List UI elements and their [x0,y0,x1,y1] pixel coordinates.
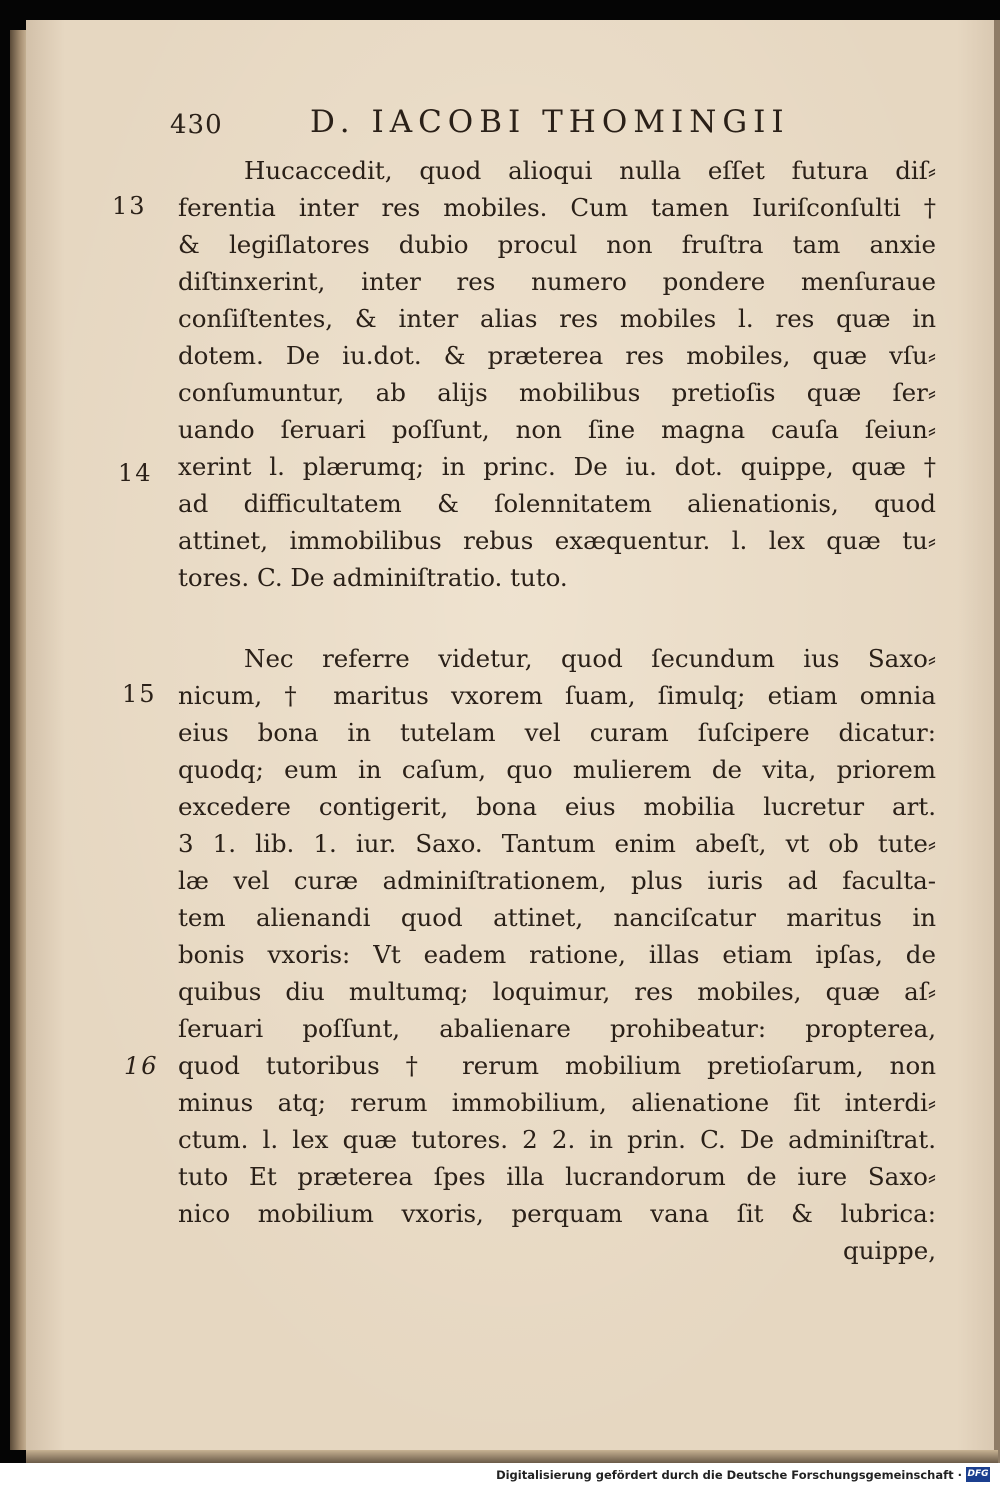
margin-number-16: 16 [124,1052,159,1080]
text-line: bonis vxoris: Vt eadem ratione, illas etiam ipſas, de [178,940,936,969]
margin-number-13: 13 [112,192,147,220]
text-line: quibus diu multumq; loquimur, res mobiles, quæ aſ⸗ [178,977,936,1006]
text-line: ad difficultatem & ſolennitatem alienationis, quod [178,489,936,518]
book-edge-right [994,20,1000,1465]
text-line: minus atq; rerum immobilium, alienatione ſit interdi⸗ [178,1088,936,1117]
text-line: Hucaccedit, quod alioqui nulla eſſet futura diſ⸗ [244,156,936,185]
text-line: tuto Et præterea ſpes illa lucrandorum de iure Saxo⸗ [178,1162,936,1191]
text-line: tem alienandi quod attinet, nanciſcatur maritus in [178,903,936,932]
text-line: uando ſeruari poſſunt, non ſine magna cauſa ſeiun⸗ [178,415,936,444]
margin-number-15: 15 [122,680,157,708]
text-line: Nec referre videtur, quod ſecundum ius Saxo⸗ [244,644,936,673]
text-line: conſiſtentes, & inter alias res mobiles l. res quæ in [178,304,936,333]
text-line: quodq; eum in caſum, quo mulierem de vita, priorem [178,755,936,784]
text-line: nicum, † maritus vxorem ſuam, ſimulq; etiam omnia [178,681,936,710]
margin-number-14: 14 [118,459,153,487]
text-line: excedere contigerit, bona eius mobilia lucretur art. [178,792,936,821]
text-line: eius bona in tutelam vel curam ſuſcipere dicatur: [178,718,936,747]
text-line: dotem. De iu.dot. & præterea res mobiles, quæ vſu⸗ [178,341,936,370]
catchword: quippe, [843,1236,936,1265]
text-line: ferentia inter res mobiles. Cum tamen Iuriſconſulti † [178,193,936,222]
text-line: attinet, immobilibus rebus exæquentur. l. lex quæ tu⸗ [178,526,936,555]
text-line: xerint l. plærumq; in princ. De iu. dot. quippe, quæ † [178,452,936,481]
text-line: læ vel curæ adminiſtrationem, plus iuris ad faculta- [178,866,936,895]
text-line: diſtinxerint, inter res numero pondere menſuraue [178,267,936,296]
text-line: ſeruari poſſunt, abalienare prohibeatur: propterea, [178,1014,936,1043]
text-line: 3 1. lib. 1. iur. Saxo. Tantum enim abeſt, vt ob tute⸗ [178,829,936,858]
funding-credit: Digitalisierung gefördert durch die Deutsche Forschungsgemeinschaft · [496,1468,962,1482]
text-line: ctum. l. lex quæ tutores. 2 2. in prin. C. De adminiſtrat. [178,1125,936,1154]
text-line: conſumuntur, ab alijs mobilibus pretioſis quæ ſer⸗ [178,378,936,407]
text-line: nico mobilium vxoris, perquam vana ſit & lubrica: [178,1199,936,1228]
dfg-logo: DFG [966,1467,990,1482]
text-line: tores. C. De adminiſtratio. tuto. [178,563,568,592]
page-header [170,104,890,144]
text-line: & legiſlatores dubio procul non fruſtra tam anxie [178,230,936,259]
book-edge-bottom [26,1450,998,1463]
text-line: quod tutoribus † rerum mobilium pretioſarum, non [178,1051,936,1080]
running-head: D. IACOBI THOMINGII [310,104,790,140]
page-number: 430 [170,110,223,140]
